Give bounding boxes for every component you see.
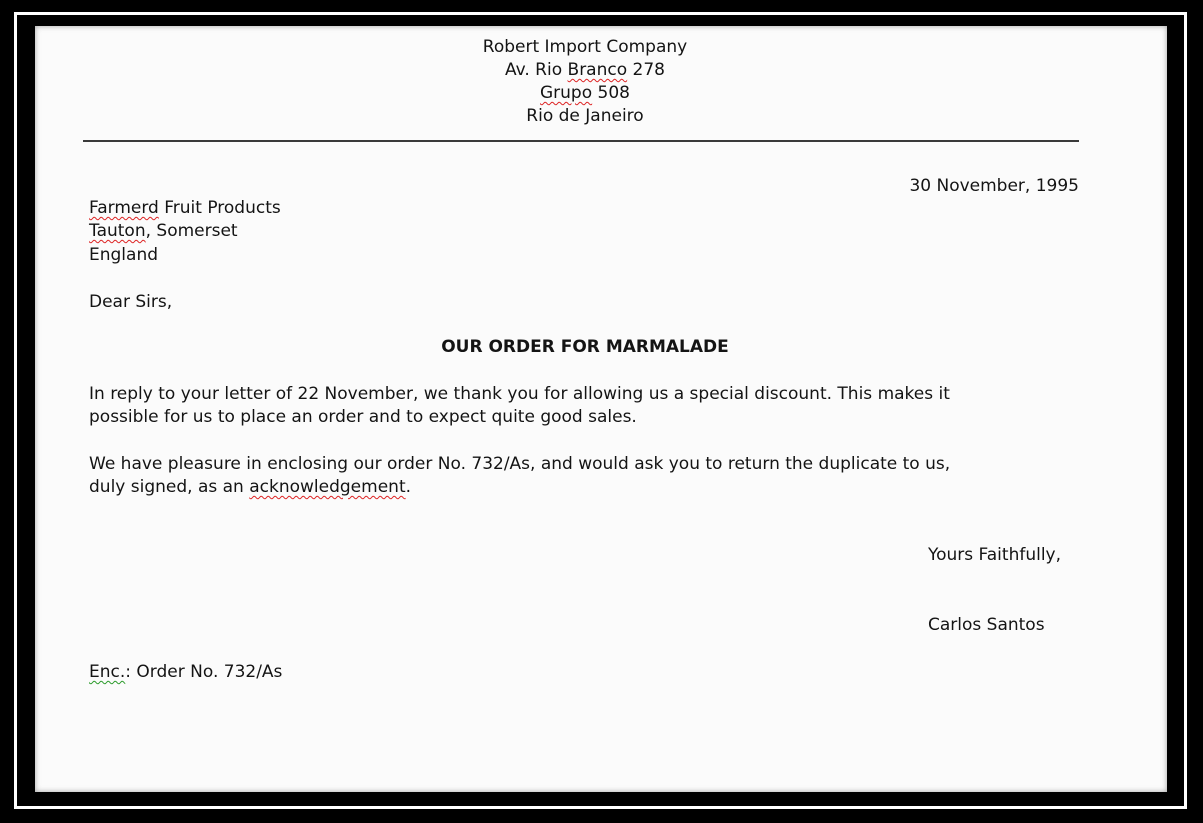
company-name: Robert Import Company (482, 37, 688, 57)
grupo-misspelled-word: Grupo (540, 83, 593, 103)
letter-date: 30 November, 1995 (909, 176, 1079, 196)
recipient-line-2: Tauton, Somerset (89, 221, 238, 241)
letterhead-divider (83, 140, 1079, 142)
company-address: Av. Rio Branco 278 (505, 60, 665, 80)
letter-subject: OUR ORDER FOR MARMALADE (441, 337, 729, 357)
recipient-line-3: England (89, 245, 159, 265)
signature-name: Carlos Santos (928, 615, 1045, 635)
address-misspelled-word: Branco (567, 60, 628, 80)
paragraph-2-line-1: We have pleasure in enclosing our order No. 732/As, and would ask you to return the duplicate to us, (89, 454, 951, 474)
recipient-misspelled-word: Farmerd (89, 198, 159, 218)
letter-page (35, 26, 1167, 792)
closing: Yours Faithfully, (928, 545, 1062, 565)
paragraph-1-line-2: possible for us to place an order and to expect quite good sales. (89, 407, 637, 427)
company-city: Rio de Janeiro (526, 106, 644, 126)
paragraph-2-line-2: duly signed, as an acknowledgement. (89, 477, 412, 497)
paragraph-1-line-1: In reply to your letter of 22 November, we thank you for allowing us a special discount. This makes it (89, 384, 950, 404)
recipient-town-misspelled-word: Tauton (89, 221, 146, 241)
acknowledgement-misspelled-word: acknowledgement (249, 477, 406, 497)
salutation: Dear Sirs, (89, 292, 173, 312)
company-grupo: Grupo 508 (540, 83, 630, 103)
enclosure-line: Enc.: Order No. 732/As (89, 662, 283, 682)
enclosure-label: Enc. (89, 662, 126, 682)
recipient-line-1: Farmerd Fruit Products (89, 198, 281, 218)
